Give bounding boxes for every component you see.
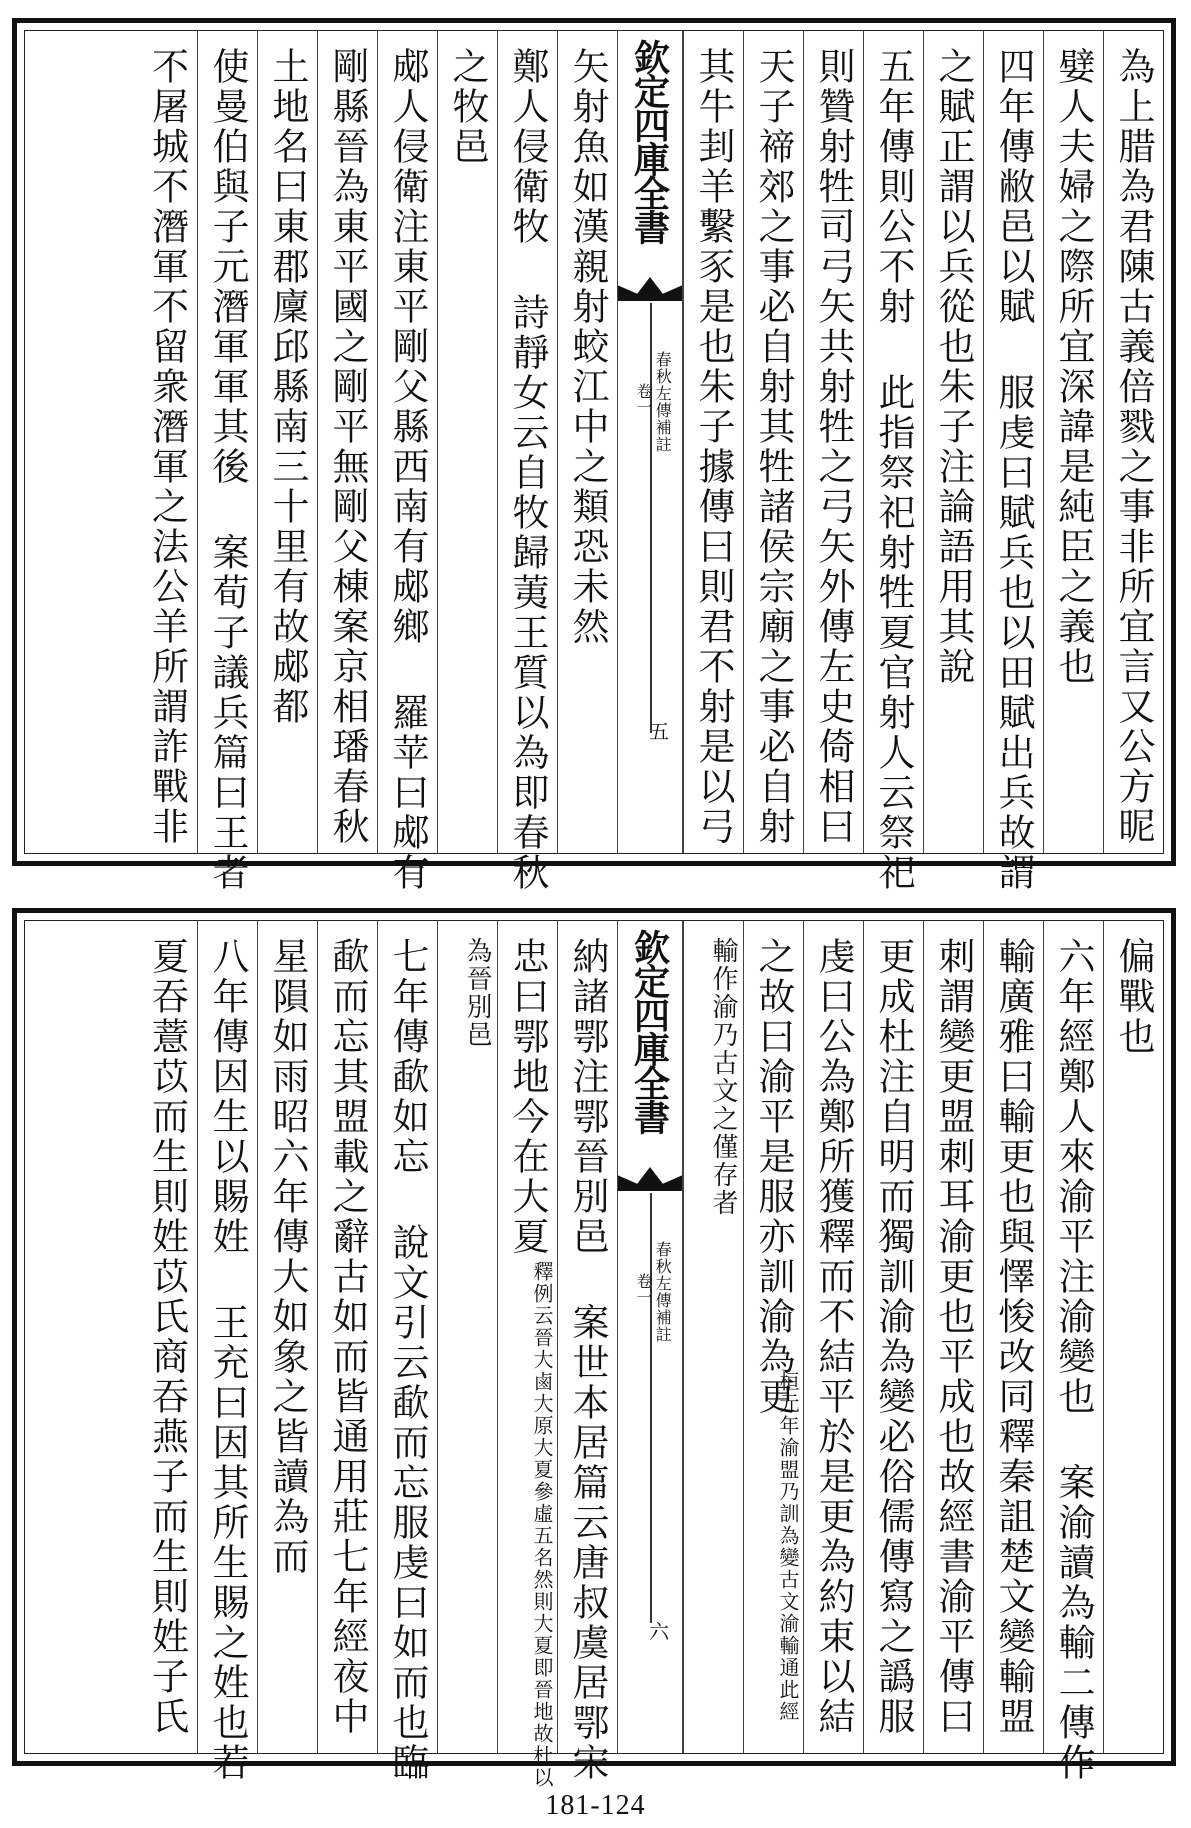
text-column xyxy=(257,921,317,1753)
column-text: 五年傳則公不射 此指祭祀射牲夏官射人云祭祀 xyxy=(872,47,915,893)
text-column xyxy=(197,31,257,893)
annotation-note: 輸作渝乃古文之僅存者 xyxy=(708,937,738,1217)
text-column xyxy=(1043,921,1103,1783)
column-text: 六年經鄭人來渝平注渝變也 案渝讀為輸二傳作 xyxy=(1052,937,1095,1783)
text-column xyxy=(803,31,863,853)
text-column xyxy=(683,31,743,853)
column-text: 歃而忘其盟載之辭古如而皆通用莊七年經夜中 xyxy=(326,937,369,1737)
text-column xyxy=(1103,921,1163,1753)
column-text: 更成杜注自明而獨訓渝為變必俗儒傳寫之譌服 xyxy=(872,937,915,1737)
column-text: 納諸鄂注鄂晉別邑 案世本居篇云唐叔虞居鄂宋 xyxy=(566,937,609,1783)
page-number: 五 xyxy=(645,721,670,741)
text-column xyxy=(923,921,983,1753)
column-text: 土地名曰東郡廩邱縣南三十里有故郕都 xyxy=(266,47,309,727)
text-column xyxy=(497,31,557,893)
annotation-note: 為晉別邑 xyxy=(462,937,492,1049)
bottom-page xyxy=(12,908,1176,1789)
column-text: 之故曰渝平是服亦訓渝為更 xyxy=(752,937,795,1417)
top-page-frame xyxy=(24,30,1164,893)
bottom-page-frame xyxy=(24,920,1164,1789)
column-text: 七年傳歃如忘 說文引云歃而忘服虔曰如而也臨 xyxy=(386,937,429,1783)
text-column xyxy=(437,31,497,853)
column-text: 忠曰鄂地今在大夏 xyxy=(506,937,549,1257)
text-column xyxy=(863,31,923,893)
top-page xyxy=(12,18,1176,893)
text-column xyxy=(743,921,803,1753)
heart-book-title: 春秋左傳補註 xyxy=(653,351,673,453)
column-text: 其牛刲羊繫豕是也朱子據傳曰則君不射是以弓 xyxy=(692,47,735,847)
text-column xyxy=(803,921,863,1753)
annotation-note: 桓元年渝盟乃訓為變古文渝輸通此經 xyxy=(776,1371,800,1723)
heart-book-title: 春秋左傳補註 xyxy=(653,1241,673,1343)
column-text: 矢射魚如漢親射蛟江中之類恐未然 xyxy=(566,47,609,647)
heart-volume: 卷一 xyxy=(634,383,654,415)
text-column xyxy=(863,921,923,1753)
text-column xyxy=(497,921,557,1789)
text-column xyxy=(683,921,743,1753)
fish-tail-ornament xyxy=(618,1167,682,1191)
page-number: 六 xyxy=(645,1621,670,1641)
text-column xyxy=(983,921,1043,1753)
heart-volume: 卷一 xyxy=(634,1273,654,1305)
text-column xyxy=(377,31,437,893)
text-column xyxy=(557,921,617,1783)
fish-tail-ornament xyxy=(618,277,682,301)
column-text: 天子禘郊之事必自射其牲諸侯宗廟之事必自射 xyxy=(752,47,795,847)
column-text: 虔曰公為鄭所獲釋而不結平於是更為約束以結 xyxy=(812,937,855,1737)
column-text: 之牧邑 xyxy=(446,47,489,167)
column-text: 為上腊為君陳古義倍戮之事非所宜言又公方昵 xyxy=(1112,47,1155,847)
column-text: 郕人侵衛注東平剛父縣西南有郕鄉 羅苹曰郕有 xyxy=(386,47,429,893)
column-text: 四年傳敝邑以賦 服虔曰賦兵也以田賦出兵故謂 xyxy=(992,47,1035,893)
column-text: 之賦正謂以兵從也朱子注論語用其說 xyxy=(932,47,975,687)
text-column xyxy=(923,31,983,853)
text-column xyxy=(197,921,257,1783)
column-text: 星隕如雨昭六年傳大如象之皆讀為而 xyxy=(266,937,309,1577)
page-heart xyxy=(617,31,683,853)
text-column xyxy=(257,31,317,853)
page-heart xyxy=(617,921,683,1753)
column-text: 八年傳因生以賜姓 王充曰因其所生賜之姓也若 xyxy=(206,937,249,1783)
column-text: 夏吞薏苡而生則姓苡氏商吞燕子而生則姓子氏 xyxy=(145,937,189,1737)
annotation-note: 釋例云晉大鹵大原大夏參虛五名然則大夏即晉地故杜以 xyxy=(530,1261,554,1789)
text-column xyxy=(437,921,497,1753)
text-column xyxy=(743,31,803,853)
heart-series-title: 欽定四庫全書 xyxy=(628,929,671,1133)
column-text: 嬖人夫婦之際所宜深諱是純臣之義也 xyxy=(1052,47,1095,687)
column-text: 偏戰也 xyxy=(1112,937,1155,1057)
column-text: 鄭人侵衛牧 詩靜女云自牧歸荑王質以為即春秋 xyxy=(506,47,549,893)
column-text: 輸廣雅曰輸更也與懌悛改同釋秦詛楚文變輸盟 xyxy=(992,937,1035,1737)
column-text: 不屠城不潛軍不留衆潛軍之法公羊所謂詐戰非 xyxy=(145,47,189,847)
text-column xyxy=(317,31,377,853)
text-column xyxy=(1043,31,1103,853)
text-column xyxy=(1103,31,1163,853)
heart-series-title: 欽定四庫全書 xyxy=(628,39,671,243)
text-column xyxy=(983,31,1043,893)
page-footer: 181-124 xyxy=(545,1790,646,1821)
column-text: 刺謂變更盟刺耳渝更也平成也故經書渝平傳曰 xyxy=(932,937,975,1737)
column-text: 使曼伯與子元潛軍軍其後 案荀子議兵篇曰王者 xyxy=(206,47,249,893)
text-column xyxy=(557,31,617,853)
column-text: 則贊射牲司弓矢共射牲之弓矢外傳左史倚相曰 xyxy=(812,47,855,847)
text-column xyxy=(317,921,377,1753)
text-column xyxy=(137,921,197,1753)
column-text: 剛縣晉為東平國之剛平無剛父棟案京相璠春秋 xyxy=(326,47,369,847)
text-column xyxy=(137,31,197,853)
text-column xyxy=(377,921,437,1783)
